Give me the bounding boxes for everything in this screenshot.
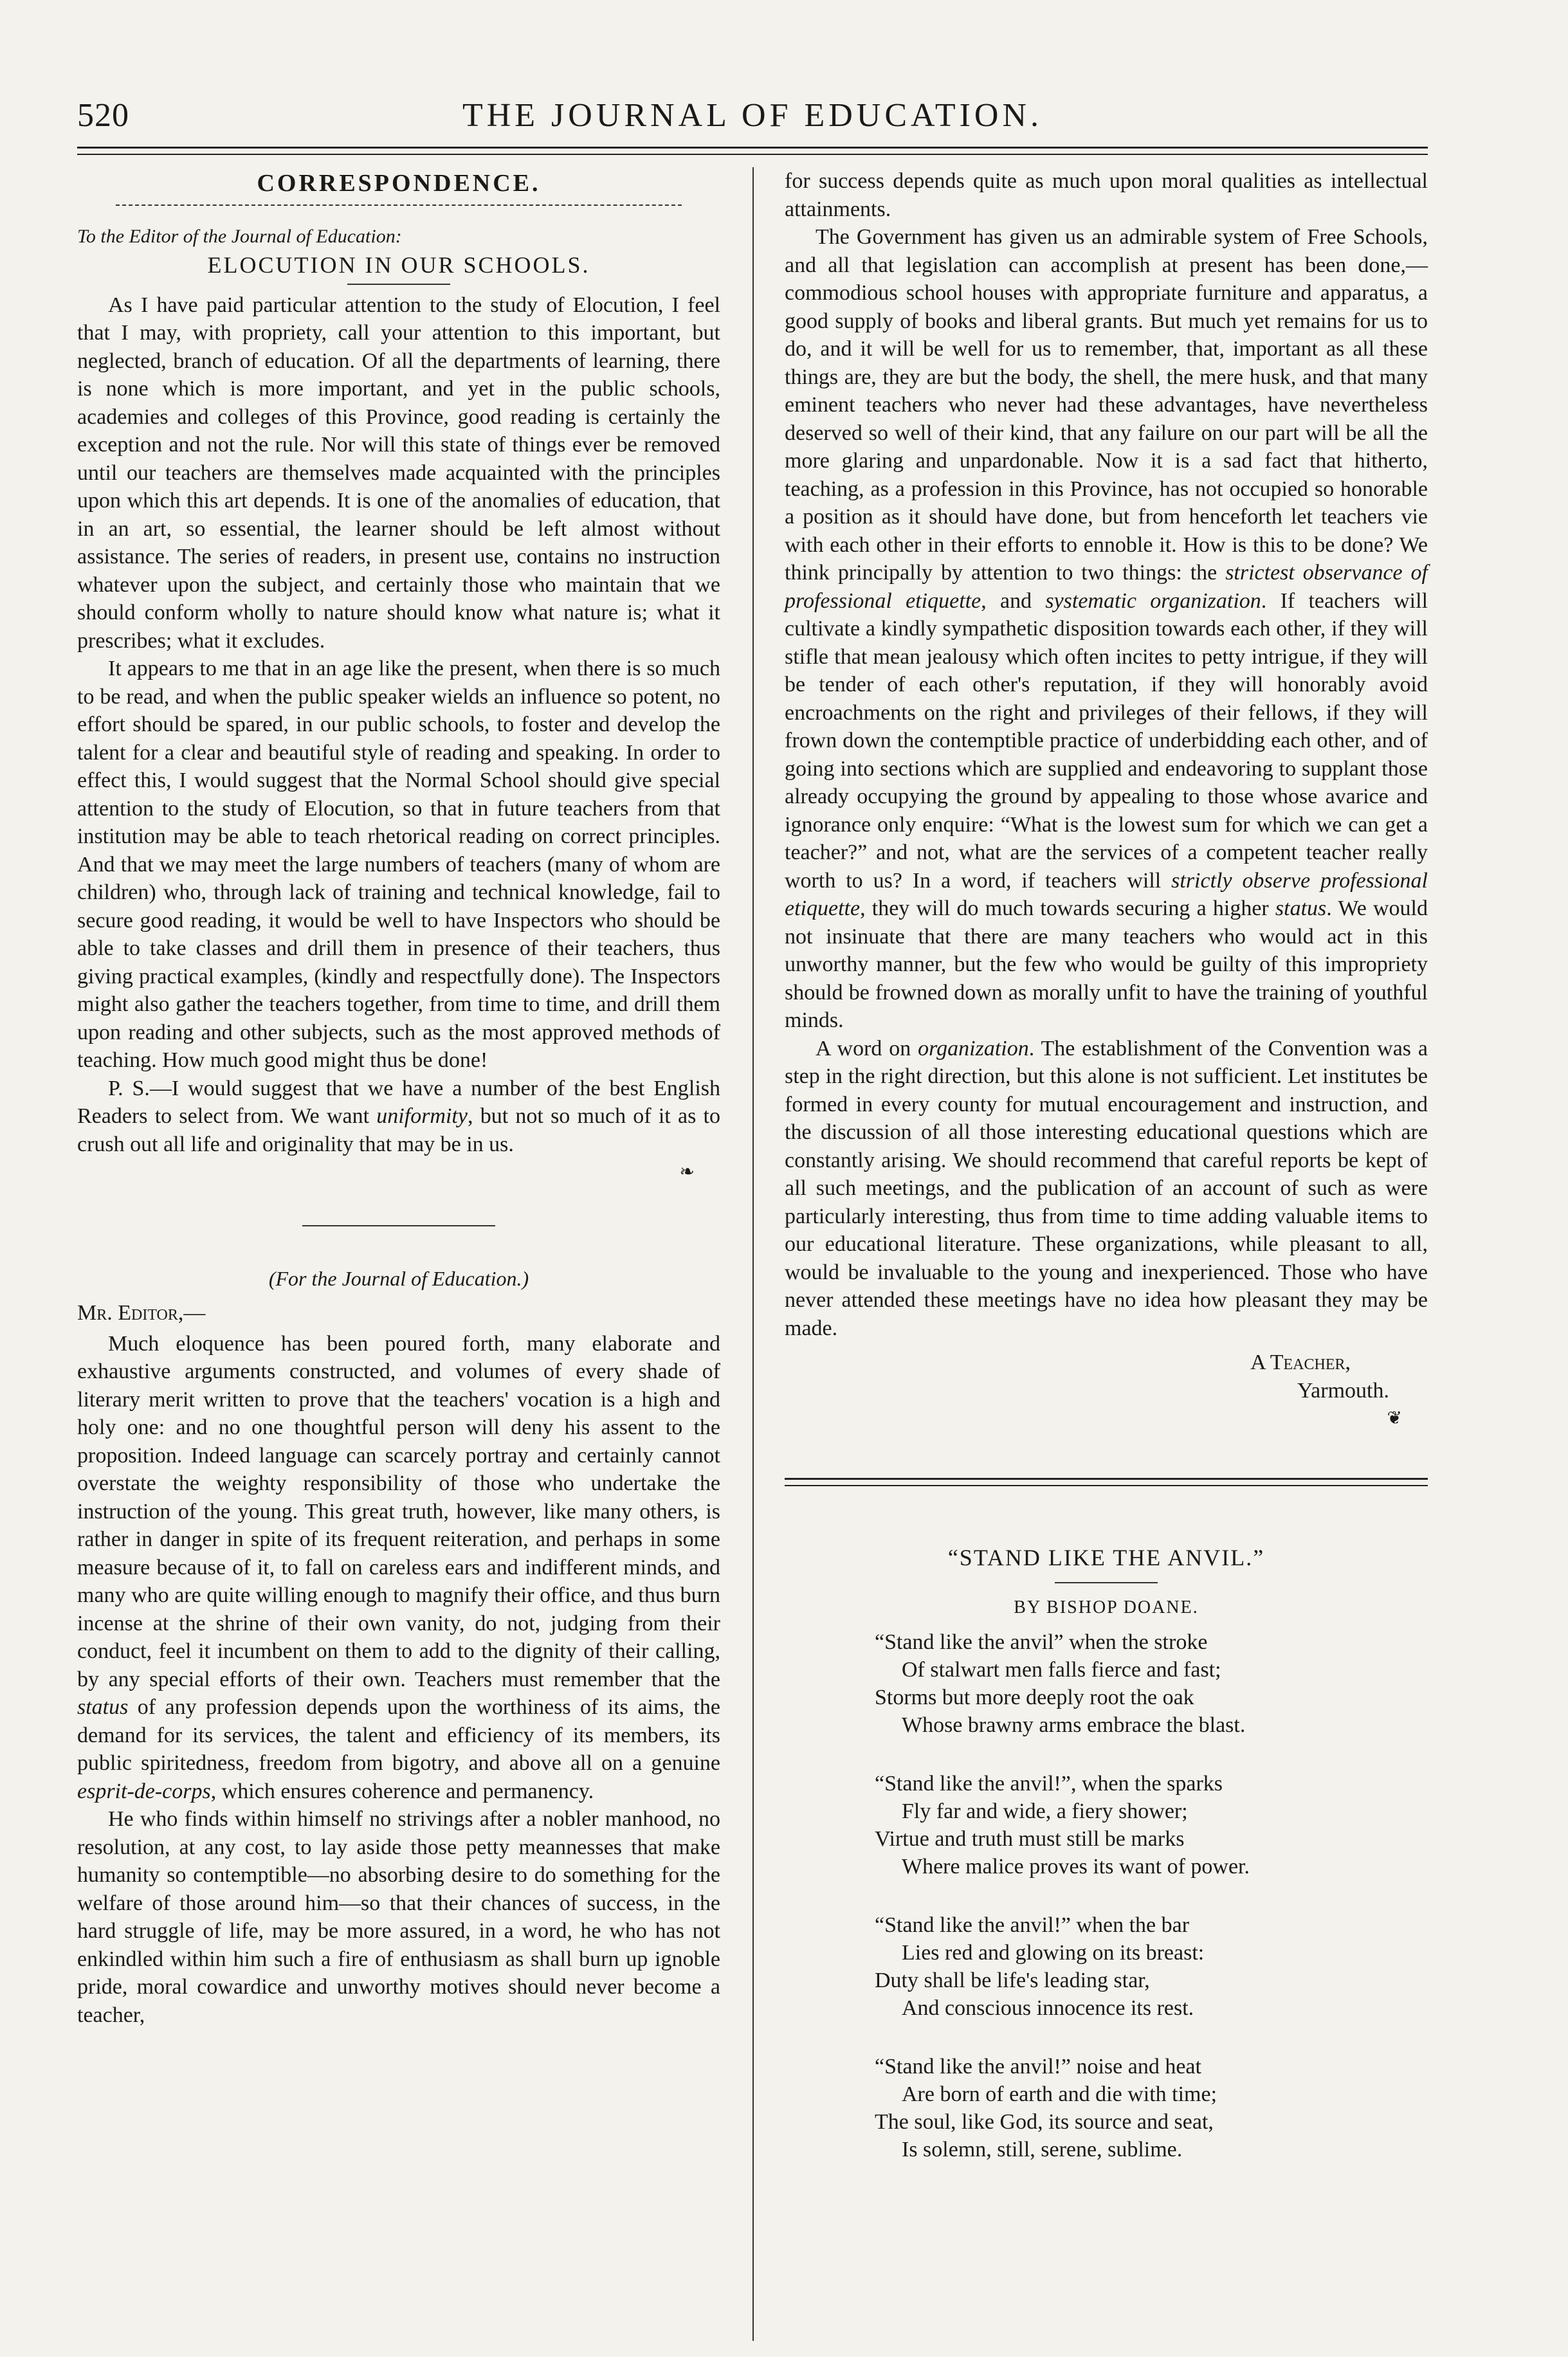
section-title: CORRESPONDENCE. [257,170,541,197]
poem-title: “STAND LIKE THE ANVIL.” [947,1544,1265,1570]
page-header [77,96,1428,154]
poem-line: Where malice proves its want of power. [902,1854,1250,1879]
letter2-continuation: for success depends quite as much upon moral qualities as intellectual attainments. [785,169,1428,221]
letter2-paragraph-3: The Government has given us an admirable system of Free Schools, and all that legislation can accomplish at present has been done,—commodious school houses with appropriate furniture and apparatus, a good supply of books and liberal grants. But much yet remains for us to do, and it will be well for us to remember, that, important as all these things are, they are but the body, the shell, the mere husk, and that many eminent teachers who never had these advantages, have nevertheless deserved so well of their kind, that any failure on our part will be all the more glaring and unpardonable. Now it is a sad fact that hitherto, teaching, as a profession in this Province, has not occupied so honorable a position as it should have done, but from henceforth let teachers vie with each other in their efforts to ennoble it. How is this to be done? We think principally by attention to two things: the strictest observance of professional etiquette, and systematic organization. If teachers will cultivate a kindly sympathetic disposition towards each other, if they will stifle that mean jealousy which often incites to petty intrigue, if they will be tender of each other's reputation, if they will honorably avoid encroachments on the right and privileges of their fellows, if they will frown down the contemptible practice of underbidding each other, and of going into sections which are supplied and endeavoring to supplant those already occupying the ground by appealing to those whose avarice and ignorance only enquire: “What is the lowest sum for which we can get a teacher?” and not, what are the services of a competent teacher really worth to us? In a word, if teachers will strictly observe professional etiquette, they will do much towards securing a higher status. We would not insinuate that there are many teachers who would act in this unworthy manner, but the few who would be guilty of this impropriety should be frowned down as morally unfit to have the training of youthful minds. [785,225,1428,1032]
page-number: 520 [77,97,129,134]
letter-topic: ELOCUTION IN OUR SCHOOLS. [207,252,590,278]
poem-line: Of stalwart men falls fierce and fast; [902,1657,1221,1682]
letter2-paragraph-4: A word on organization. The establishment of the Convention was a step in the right direction, but this alone is not sufficient. Let institutes be formed in every county for mutual encouragement and instruction, and the discussion of all those interesting educational questions which are constantly arising. We should recommend that careful reports be kept of all such meetings, and the publication of an account of such as were particularly interesting, thus from time to time adding valuable items to our educational literature. These organizations, while pleasant to all, would be invaluable to the young and inexperienced. Those who have never attended these meetings have no idea how pleasant they may be made. [785,1036,1428,1340]
poem-line: Fly far and wide, a fiery shower; [902,1799,1188,1823]
letter-address: To the Editor of the Journal of Education: [77,225,402,247]
letter2-salutation: Mr. Editor,— [77,1301,206,1325]
poem-line: “Stand like the anvil!” noise and heat [875,2054,1201,2079]
poem-line: “Stand like the anvil!”, when the sparks [875,1771,1223,1796]
letter2-source: (For the Journal of Education.) [268,1266,529,1290]
letter1-postscript: P. S.—I would suggest that we have a number of the best English Readers to select from. We want uniformity, but not so much of it as to crush out all life and originality that may be in us. [77,1076,720,1156]
newspaper-page [77,96,1428,2309]
dashed-rule [116,205,682,206]
article-separator [302,1225,495,1226]
poem-line: “Stand like the anvil” when the stroke [875,1630,1208,1654]
poem-line: Duty shall be life's leading star, [875,1968,1150,1992]
poem-line: Virtue and truth must still be marks [875,1826,1185,1851]
letter2-paragraph-1: Much eloquence has been poured forth, many elaborate and exhaustive arguments constructed, and volumes of every shade of literary merit written to prove that the teachers' vocation is a high and holy one: and no one thoughtful person will deny his assent to the proposition. Indeed language can scarcely portray and certainly cannot overstate the weighty responsibility of those who undertake the instruction of the young. This great truth, however, like many others, is rather in danger in spite of its frequent reiteration, and perhaps in some measure because of it, to fall on careless ears and indifferent minds, and many who are quite willing enough to magnify their office, and thus burn incense at the shrine of their own vanity, do not, judging from their conduct, feel it incumbent on them to add to the dignity of their calling, by any special efforts of their own. Teachers must remember that the status of any profession depends upon the worthiness of its aims, the demand for its services, the talent and efficiency of its members, its public spiritedness, freedom from bigotry, and above all on a genuine esprit-de-corps, which ensures coherence and permanency. [77,1331,720,1803]
letter1-paragraph-1: As I have paid particular attention to the study of Elocution, I feel that I may, with propriety, call your attention to this important, but neglected, branch of education. Of all the departments of learning, there is none which is more important, and yet in the public schools, academies and colleges of this Province, good reading is certainly the exception and not the rule. Nor will this state of things ever be removed until our teachers are themselves made acquainted with the principles upon which this art depends. It is one of the anomalies of education, that in an art, so essential, the learner should be left almost without assistance. The series of readers, in present use, contains no instruction whatever upon the subject, and certainly those who maintain that we should conform wholly to nature should know what nature is; what it prescribes; what it excludes. [77,293,720,653]
article-columns [77,167,1428,2309]
signature: A Teacher, [1250,1351,1351,1374]
poem-line: Are born of earth and die with time; [902,2082,1217,2106]
poem-stanza [875,1770,1428,1880]
signature-place: Yarmouth. [1297,1378,1389,1403]
poem-line: The soul, like God, its source and seat, [875,2109,1214,2134]
poem-line: “Stand like the anvil!” when the bar [875,1913,1190,1937]
poem-stanza [875,1628,1428,1739]
poem-stanza [875,2053,1428,2163]
letter1-paragraph-2: It appears to me that in an age like the present, when there is so much to be read, and when the public speaker wields an influence so potent, no effort should be spared, in our public schools, to foster and develop the talent for a clear and beautiful style of reading and speaking. In order to effect this, I would suggest that the Normal School should give special attention to the study of Elocution, so that in future teachers from that institution may be able to teach rhetorical reading on correct principles. And that we may meet the large numbers of teachers (many of whom are children) who, through lack of training and technical knowledge, fail to secure good reading, it would be well to have Inspectors who should be able to take classes and drill them in presence of their teachers, thus giving practical examples, (kindly and respectfully done). The Inspectors might also gather the teachers together, from time to time, and drill them upon reading and other subjects, such as the most approved methods of teaching. How much good might thus be done! [77,657,720,1072]
header-rule [77,147,1428,155]
poem-stanza [875,1911,1428,2022]
poem-body [875,1628,1428,2163]
postscript-ornament: ❧ [679,1162,695,1182]
poem-line: Lies red and glowing on its breast: [902,1940,1205,1965]
poem-author: BY BISHOP DOANE. [1014,1597,1199,1617]
poem-line: Whose brawny arms embrace the blast. [902,1713,1246,1737]
column-divider [752,167,754,2341]
left-column [77,167,720,2029]
letter2-paragraph-2: He who finds within himself no strivings after a nobler manhood, no resolution, at any cost, to lay aside those petty meannesses that make humanity so contemptible—no absorbing desire to do something for the welfare of those around him—so that their chances of success, in the hard struggle of life, may be more assured, in a word, he who has not enkindled within him such a fire of enthusiasm as shall burn up ignoble pride, moral cowardice and unworthy motives should never become a teacher, [77,1807,720,2027]
end-ornament: ❦ [1387,1408,1402,1428]
poem-line: Is solemn, still, serene, sublime. [902,2137,1183,2161]
journal-title: THE JOURNAL OF EDUCATION. [462,97,1043,134]
right-column [785,167,1428,2194]
poem-line: And conscious innocence its rest. [902,1996,1194,2020]
topic-rule [347,284,450,285]
poem-line: Storms but more deeply root the oak [875,1685,1194,1709]
section-double-rule [785,1478,1428,1486]
poem-rule [1055,1582,1158,1583]
